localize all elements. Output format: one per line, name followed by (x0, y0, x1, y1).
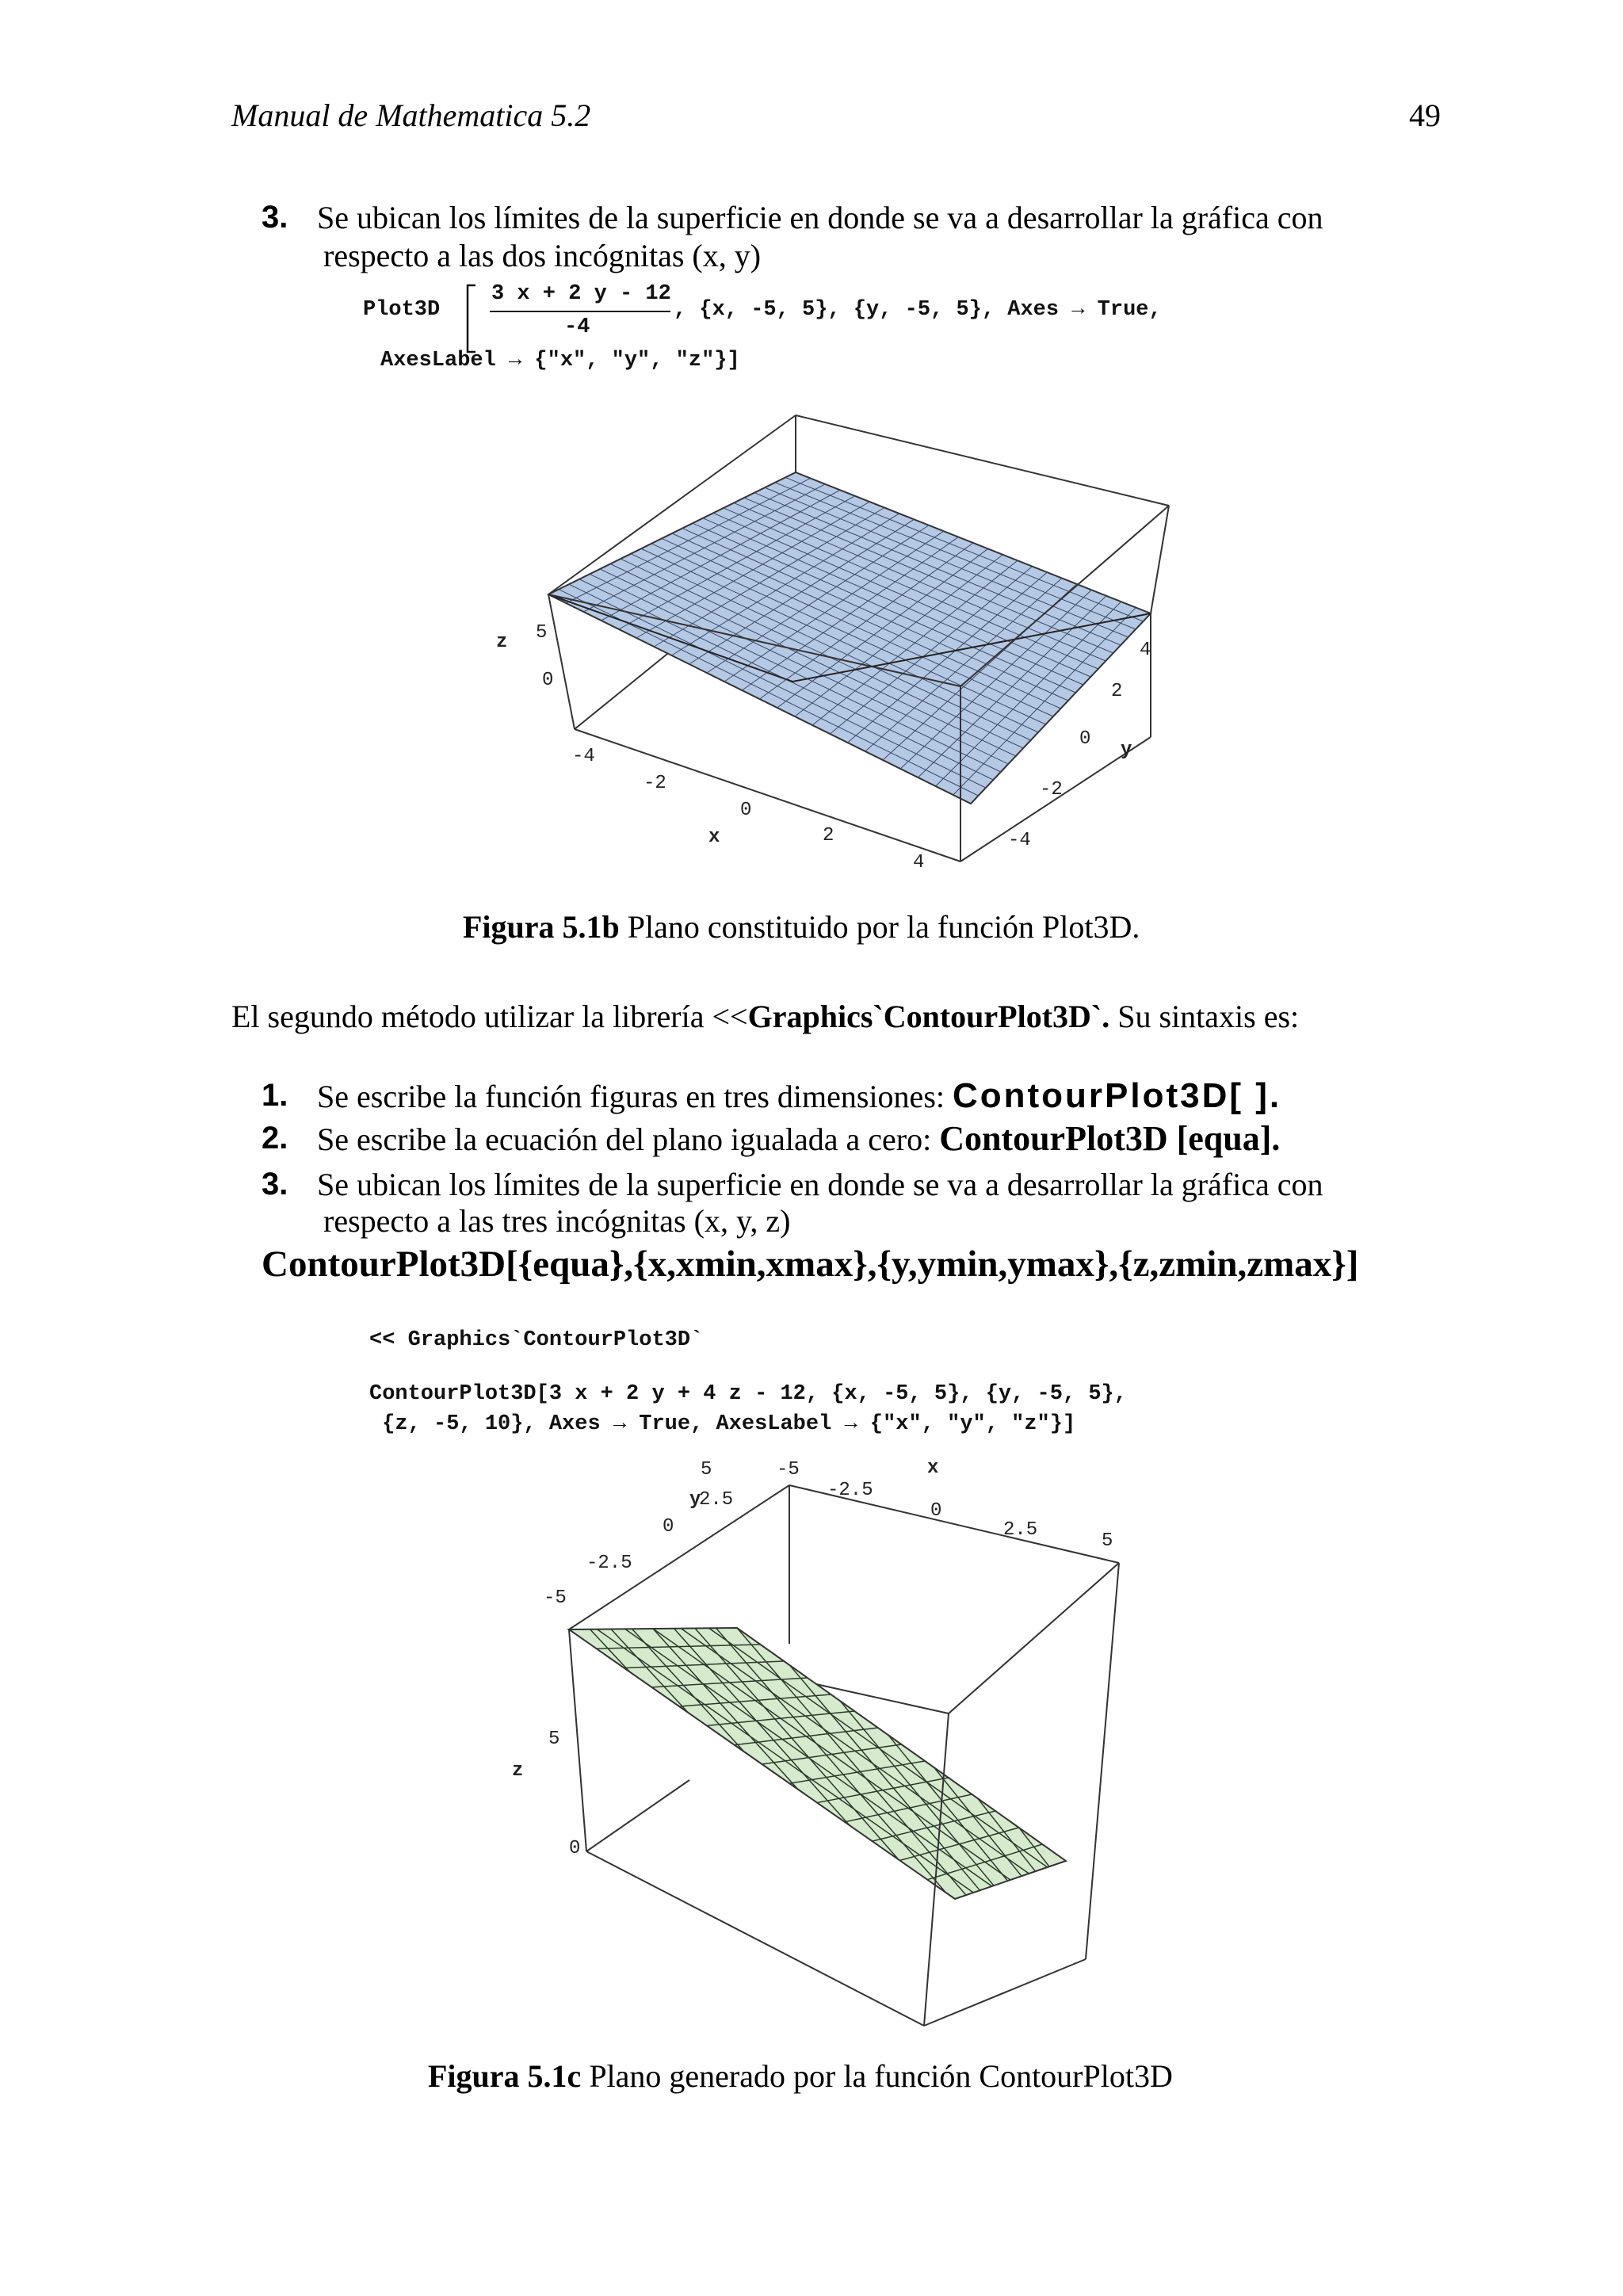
intro-post: Su sintaxis es: (1109, 999, 1300, 1034)
fraction-bar (490, 311, 670, 312)
y-tick: -2 (1040, 779, 1063, 800)
contourplot3d-figure (475, 1449, 1189, 2051)
y-axis-label: y (689, 1489, 701, 1511)
page-number: 49 (1409, 97, 1441, 133)
step-text-line2: respecto a las tres incógnitas (x, y, z) (323, 1203, 791, 1239)
x-tick: 2 (823, 825, 834, 846)
header-title: Manual de Mathematica 5.2 (231, 97, 591, 133)
z-tick: 0 (542, 670, 554, 691)
figure-caption (428, 2057, 1173, 2095)
y-tick: -4 (1008, 830, 1031, 851)
surface-plane (548, 472, 1151, 804)
syntax-line: ContourPlot3D[{equa},{x,xmin,xmax},{y,ymin,ymax},{z,zmin,zmax}] (262, 1244, 1359, 1285)
z-axis-label: z (496, 632, 508, 653)
step-number: 1. (262, 1078, 288, 1113)
x-tick: -2.5 (827, 1480, 873, 1501)
y-tick: 2 (1111, 681, 1123, 702)
step-desc: Se escribe la función figuras en tres dimensiones: (317, 1079, 953, 1114)
x-tick: 4 (913, 852, 925, 873)
step-desc: Se escribe la ecuación del plano igualada a cero: (317, 1121, 940, 1157)
step-number: 2. (262, 1121, 288, 1156)
code-line: ContourPlot3D[3 x + 2 y + 4 z - 12, {x, -5, 5}, {y, -5, 5}, (369, 1382, 1127, 1406)
caption-text: Plano constituido por la función Plot3D. (619, 909, 1140, 945)
plot3d-figure (475, 404, 1205, 896)
step-command: ContourPlot3D [equa]. (939, 1119, 1281, 1158)
y-tick: 0 (1079, 728, 1091, 750)
code-denominator: -4 (564, 315, 590, 339)
code-line: {z, -5, 10}, Axes → True, AxesLabel → {"x", "y", "z"}] (369, 1412, 1076, 1436)
step-text (317, 1121, 1280, 1158)
z-tick: 5 (548, 1729, 560, 1750)
y-tick: 4 (1140, 640, 1151, 661)
step-number: 3. (262, 200, 288, 235)
x-tick: 2.5 (1003, 1519, 1038, 1541)
x-tick: 0 (740, 800, 752, 821)
x-tick: 5 (1102, 1530, 1113, 1552)
code-line2: AxesLabel → {"x", "y", "z"}] (380, 349, 740, 372)
y-tick: -2.5 (586, 1553, 632, 1574)
step-command: ContourPlot3D[ ]. (953, 1076, 1282, 1115)
y-axis-label: y (1121, 739, 1132, 761)
x-tick: -4 (572, 746, 595, 767)
caption-label: Figura 5.1c (428, 2058, 582, 2094)
intro-paragraph (231, 999, 1299, 1035)
step-text-line2: respecto a las dos incógnitas (x, y) (323, 238, 762, 273)
x-tick: 0 (930, 1500, 942, 1522)
z-tick: 5 (536, 622, 548, 644)
code-fn: Plot3D (363, 298, 441, 322)
x-axis-label: x (708, 827, 720, 848)
step-text: Se ubican los límites de la superficie en donde se va a desarrollar la gráfica con (317, 200, 1323, 235)
code-numerator: 3 x + 2 y - 12 (491, 282, 671, 306)
code-line: << Graphics`ContourPlot3D` (369, 1328, 704, 1352)
step-number: 3. (262, 1167, 288, 1201)
caption-label: Figura 5.1b (463, 909, 620, 945)
x-axis-label: x (927, 1457, 939, 1479)
z-tick: 0 (569, 1838, 581, 1859)
intro-library: Graphics`ContourPlot3D`. (747, 999, 1110, 1034)
step-text: Se ubican los límites de la superficie en donde se va a desarrollar la gráfica con (317, 1167, 1323, 1202)
y-tick: 0 (663, 1516, 674, 1538)
z-axis-label: z (512, 1760, 524, 1782)
x-tick: -2 (643, 773, 666, 794)
step-text (317, 1078, 1281, 1115)
y-tick: -5 (544, 1587, 567, 1609)
code-args: , {x, -5, 5}, {y, -5, 5}, Axes → True, (674, 298, 1162, 322)
figure-caption (463, 908, 1140, 946)
caption-text: Plano generado por la función ContourPlot3D (581, 2058, 1173, 2094)
x-tick: -5 (777, 1459, 800, 1480)
code-bracket (458, 281, 490, 357)
intro-pre: El segundo método utilizar la librería << (231, 999, 748, 1034)
y-tick: 2.5 (699, 1489, 734, 1511)
y-tick: 5 (701, 1459, 712, 1480)
